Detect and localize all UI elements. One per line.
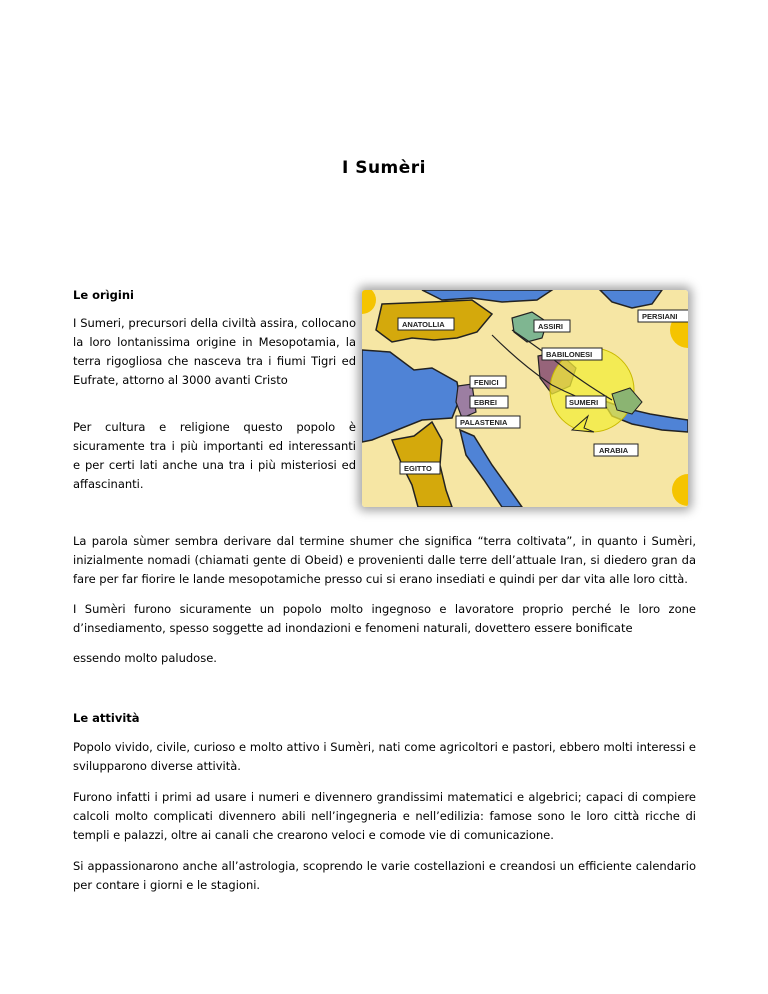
svg-text:BABILONESI: BABILONESI (546, 350, 593, 359)
section-heading-activities: Le attività (73, 711, 140, 725)
svg-text:EGITTO: EGITTO (404, 464, 432, 473)
svg-text:ANATOLLIA: ANATOLLIA (402, 320, 445, 329)
svg-text:ARABIA: ARABIA (599, 446, 629, 455)
map-label-babilonesi (542, 348, 602, 360)
svg-text:FENICI: FENICI (474, 378, 499, 387)
map-label-egitto (400, 462, 440, 474)
paragraph-activities-2: Furono infatti i primi ad usare i numeri e divennero grandissimi matematici e algebrici; capaci di compiere calcoli molto complicati divennero abili nell’ingegneria e nell’edilizia: famose sono le loro città ricche di templi e palazzi, oltre ai canali che crearono veloci e comode vie di comunicazione. (73, 790, 696, 842)
section-heading-origins: Le orìgini (73, 288, 134, 302)
map-label-anatolia (398, 318, 454, 330)
page-title: I Sumèri (341, 158, 427, 178)
map-label-sumeri (566, 396, 606, 408)
mesopotamia-map (362, 290, 688, 507)
paragraph-origins-4: I Sumèri furono sicuramente un popolo molto ingegnoso e lavoratore proprio perché le loro zone d’insediamento, spesso soggette ad inondazioni e fenomeni naturali, dovettero essere bonificate (73, 602, 696, 635)
paragraph-origins-5: essendo molto paludose. (73, 651, 217, 665)
svg-text:ASSIRI: ASSIRI (538, 322, 564, 331)
svg-text:PERSIANI: PERSIANI (642, 312, 678, 321)
svg-text:PALASTENIA: PALASTENIA (460, 418, 508, 427)
map-label-persiani (638, 310, 688, 322)
map-label-assiri (534, 320, 570, 332)
map-label-fenici (470, 376, 506, 388)
paragraph-activities-3: Si appassionarono anche all’astrologia, scoprendo le varie costellazioni e creandosi un efficiente calendario per contare i giorni e le stagioni. (73, 859, 696, 892)
map-black-sea (422, 290, 552, 302)
map-label-palestina (456, 416, 520, 428)
svg-text:SUMERI: SUMERI (569, 398, 599, 407)
svg-text:EBREI: EBREI (474, 398, 497, 407)
paragraph-activities-1: Popolo vivido, civile, curioso e molto attivo i Sumèri, nati come agricoltori e pastori, ebbero molti interessi e svilupparono diverse attività. (73, 740, 696, 773)
map-label-ebrei (470, 396, 508, 408)
paragraph-origins-2: Per cultura e religione questo popolo è sicuramente tra i più importanti ed interessanti e per certi lati anche una tra i più misteriosi ed affascinanti. (73, 420, 356, 491)
paragraph-origins-3: La parola sùmer sembra derivare dal termine shumer che significa “terra coltivata”, in quanto i Sumèri, inizialmente nomadi (chiamati gente di Obeid) e provenienti dalle terre dell’attuale Iran, si diedero gran da fare per far fiorire le lande mesopotamiche presso cui si erano insediati e quindi per dar vita alle loro città. (73, 534, 696, 586)
map-label-arabia (594, 444, 638, 456)
paragraph-origins-1: I Sumeri, precursori della civiltà assira, collocano la loro lontanissima origine in Mesopotamia, la terra rigogliosa che nasceva tra i fiumi Tigri ed Eufrate, attorno al 3000 avanti Cristo (73, 316, 356, 387)
